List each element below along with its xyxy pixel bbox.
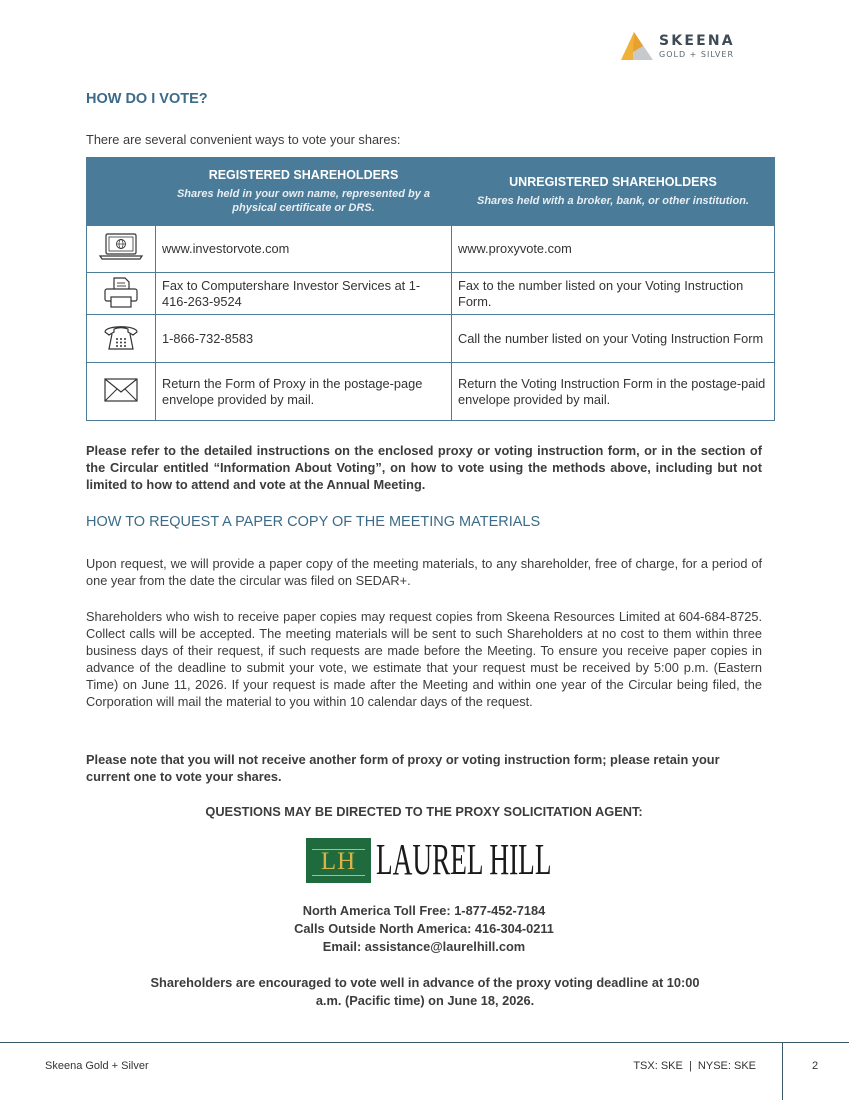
- table-row: [87, 315, 775, 363]
- contact-email: Email: assistance@laurelhill.com: [322, 939, 526, 954]
- unregistered-cell: Call the number listed on your Voting Instruction Form: [452, 315, 775, 363]
- table-header-empty: [87, 158, 156, 226]
- intro-text: There are several convenient ways to vote your shares:: [86, 132, 401, 147]
- laurel-hill-logo: [306, 835, 552, 886]
- paper-copy-note: Please note that you will not receive another form of proxy or voting instruction form; please retain your current one to vote your shares.: [86, 752, 720, 784]
- logo-subtitle: GOLD + SILVER: [659, 50, 735, 59]
- fax-icon: [87, 273, 156, 315]
- footer-page-divider: [782, 1042, 783, 1100]
- envelope-icon: [87, 363, 156, 421]
- table-row: [87, 273, 775, 315]
- registered-title: REGISTERED SHAREHOLDERS: [208, 168, 399, 182]
- laurel-hill-logo-letters: LH: [320, 848, 357, 875]
- paper-copy-heading: HOW TO REQUEST A PAPER COPY OF THE MEETING MATERIALS: [86, 514, 541, 530]
- registered-cell: www.investorvote.com: [156, 226, 452, 273]
- unregistered-cell: Fax to the number listed on your Voting Instruction Form.: [452, 273, 775, 315]
- registered-cell: Fax to Computershare Investor Services at 1-416-263-9524: [156, 273, 452, 315]
- unregistered-title: UNREGISTERED SHAREHOLDERS: [509, 175, 717, 189]
- laurel-hill-logo-name: LAUREL HILL: [376, 835, 552, 884]
- voting-methods-table: [86, 157, 775, 421]
- deadline-note: Shareholders are encouraged to vote well in advance of the proxy voting deadline at 10:00 a.m. (Pacific time) on June 18, 2026.: [150, 975, 700, 1008]
- paper-copy-paragraph-1: Upon request, we will provide a paper copy of the meeting materials, to any shareholder, free of charge, for a period of one year from the date the circular was filed on SEDAR+.: [86, 556, 762, 588]
- telephone-icon: [87, 315, 156, 363]
- logo-name: SKEENA: [659, 33, 735, 49]
- registered-header: [156, 158, 452, 226]
- unregistered-header: [452, 158, 775, 226]
- skeena-logo: [619, 30, 744, 64]
- footer-company: Skeena Gold + Silver: [45, 1060, 149, 1072]
- footer-divider: [0, 1042, 849, 1043]
- unregistered-subtitle: Shares held with a broker, bank, or other institution.: [477, 195, 749, 207]
- laurel-hill-logo-box: [306, 838, 371, 883]
- registered-cell: 1-866-732-8583: [156, 315, 452, 363]
- contact-toll-free: North America Toll Free: 1-877-452-7184: [302, 903, 546, 918]
- page-number: 2: [812, 1060, 819, 1072]
- vote-heading: HOW DO I VOTE?: [86, 91, 208, 107]
- registered-cell: Return the Form of Proxy in the postage-page envelope provided by mail.: [156, 363, 452, 421]
- questions-heading: QUESTIONS MAY BE DIRECTED TO THE PROXY SOLICITATION AGENT:: [205, 804, 643, 819]
- laptop-icon: [87, 226, 156, 273]
- footer-tickers: TSX: SKE | NYSE: SKE: [633, 1060, 756, 1072]
- table-row: [87, 363, 775, 421]
- skeena-mountain-icon: [619, 30, 655, 62]
- table-row: [87, 226, 775, 273]
- registered-subtitle: Shares held in your own name, represented by a physical certificate or DRS.: [176, 188, 431, 214]
- unregistered-cell: Return the Voting Instruction Form in the postage-paid envelope provided by mail.: [452, 363, 775, 421]
- paper-copy-paragraph-2: Shareholders who wish to receive paper copies may request copies from Skeena Resources Limited at 604-684-8725. Collect calls will be accepted. The meeting materials will be sent to such Shareholders at no cost to them within three business days of their request, if such requests are made before the Meeting. To ensure you receive paper copies in advance of the deadline to submit your vote, we estimate that your request must be received by 5:00 p.m. (Eastern Time) on June 11, 2026. If your request is made after the Meeting and within one year of the Circular being filed, the Corporation will mail the material to you within 10 calendar days of the request.: [86, 609, 762, 709]
- unregistered-cell: www.proxyvote.com: [452, 226, 775, 273]
- instructions-note: Please refer to the detailed instructions on the enclosed proxy or voting instruction form, or in the section of the Circular entitled “Information About Voting”, on how to vote using the methods above, including but not limited to how to attend and vote at the Annual Meeting.: [86, 443, 762, 492]
- contact-outside: Calls Outside North America: 416-304-0211: [294, 921, 554, 936]
